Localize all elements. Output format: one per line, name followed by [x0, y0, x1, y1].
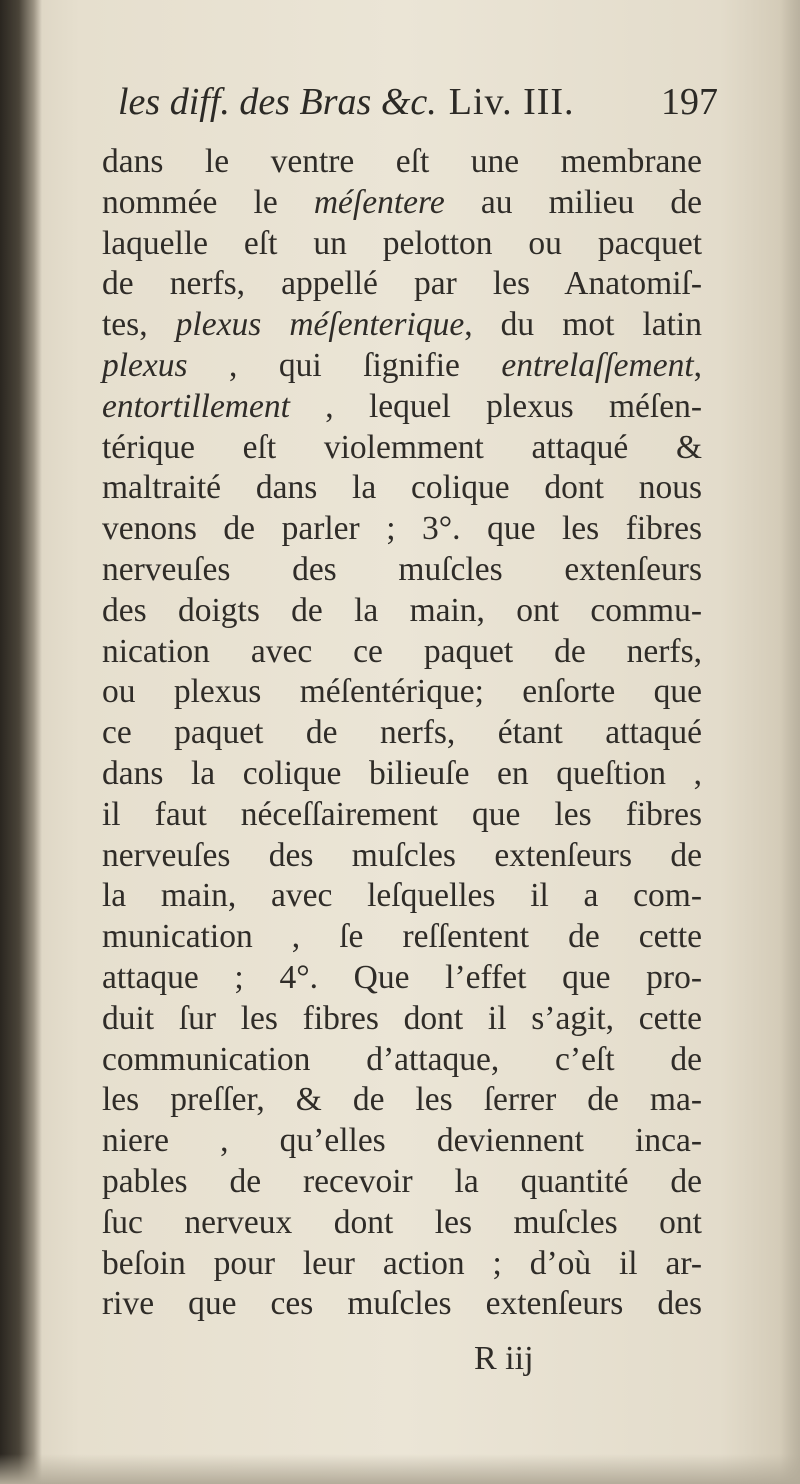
- text-run: pables de recevoir la quantité de: [102, 1162, 702, 1200]
- text-run: nication avec ce paquet de nerfs,: [102, 632, 702, 670]
- text-run: dans le ventre eſt une membrane: [102, 143, 702, 180]
- text-run: de nerfs, appellé par les Anatomiſ-: [102, 265, 702, 303]
- text-run: , lequel plexus méſen-: [289, 387, 702, 425]
- running-title: les diff. des Bras &c.: [118, 81, 437, 123]
- text-run: communication d’attaque, c’eſt de: [102, 1040, 702, 1078]
- text-run: venons de parler ; 3°. que les fibres: [102, 510, 702, 548]
- text-line: [102, 1203, 702, 1244]
- text-line: [102, 754, 702, 795]
- text-line: [102, 346, 702, 387]
- text-run: , qui ſignifie: [187, 346, 502, 384]
- text-line: [102, 632, 702, 673]
- text-line: [102, 509, 702, 550]
- text-run: nommée le: [102, 183, 314, 221]
- text-line: [102, 1284, 702, 1325]
- page-right-edge: [780, 0, 800, 1484]
- text-run: beſoin pour leur action ; d’où il ar-: [102, 1244, 702, 1282]
- text-line: [102, 795, 702, 836]
- page-number: 197: [661, 81, 718, 123]
- text-line: [102, 468, 702, 509]
- italic-term: méſentere: [313, 183, 445, 221]
- italic-term: entortillement: [102, 387, 290, 425]
- text-line: [102, 591, 702, 632]
- italic-term: plexus: [102, 346, 188, 384]
- text-line: [102, 305, 702, 346]
- text-line: [102, 387, 702, 428]
- text-line: [102, 550, 702, 591]
- text-line: [102, 958, 702, 999]
- signature-mark: R iij: [474, 1340, 534, 1377]
- text-run: ſuc nerveux dont les muſcles ont: [102, 1203, 702, 1241]
- text-line: [102, 917, 702, 958]
- text-run: niere , qu’elles deviennent inca-: [102, 1122, 702, 1160]
- text-run: ce paquet de nerfs, étant attaqué: [102, 714, 702, 752]
- text-line: [102, 1040, 702, 1081]
- text-run: les preſſer, & de les ſerrer de ma-: [102, 1081, 702, 1119]
- text-run: la main, avec leſquelles il a com-: [102, 877, 702, 915]
- page-bottom-edge: [0, 1454, 800, 1484]
- text-run: il faut néceſſairement que les fibres: [102, 795, 702, 833]
- text-line: [102, 836, 702, 877]
- text-line: [102, 999, 702, 1040]
- italic-term: plexus méſenterique: [175, 306, 465, 344]
- text-run: au milieu de: [444, 183, 703, 221]
- text-line: [102, 428, 702, 469]
- text-line: [102, 142, 702, 183]
- text-line: [102, 713, 702, 754]
- text-run: , du mot latin: [464, 306, 702, 344]
- text-line: [102, 1244, 702, 1285]
- text-run: tes,: [102, 306, 176, 344]
- text-run: ou plexus méſentérique; enſorte que: [102, 673, 702, 711]
- book-number: Liv. III.: [448, 81, 575, 123]
- text-line: [102, 224, 702, 265]
- text-run: dans la colique bilieuſe en queſtion ,: [102, 754, 702, 792]
- body-text: [102, 142, 702, 1325]
- text-run: ,: [693, 346, 702, 384]
- text-run: attaque ; 4°. Que l’effet que pro-: [102, 958, 702, 996]
- text-run: munication , ſe reſſentent de cette: [102, 918, 702, 956]
- text-line: [102, 1080, 702, 1121]
- text-line: [102, 1121, 702, 1162]
- italic-term: entrelaſſement: [501, 346, 694, 384]
- text-run: laquelle eſt un pelotton ou pacquet: [102, 224, 702, 262]
- text-line: [102, 672, 702, 713]
- text-line: [102, 876, 702, 917]
- text-run: nerveuſes des muſcles extenſeurs: [102, 550, 702, 588]
- text-run: nerveuſes des muſcles extenſeurs de: [102, 836, 702, 874]
- text-line: [102, 183, 702, 224]
- text-run: maltraité dans la colique dont nous: [102, 469, 702, 507]
- binding-edge: [0, 0, 42, 1484]
- text-line: [102, 1162, 702, 1203]
- text-run: duit ſur les fibres dont il s’agit, cette: [102, 999, 702, 1037]
- text-line: [102, 264, 702, 305]
- text-run: des doigts de la main, ont commu-: [102, 591, 702, 629]
- text-run: rive que ces muſcles extenſeurs des: [102, 1285, 702, 1323]
- text-run: térique eſt violemment attaqué &: [102, 428, 702, 466]
- running-header: [118, 80, 718, 134]
